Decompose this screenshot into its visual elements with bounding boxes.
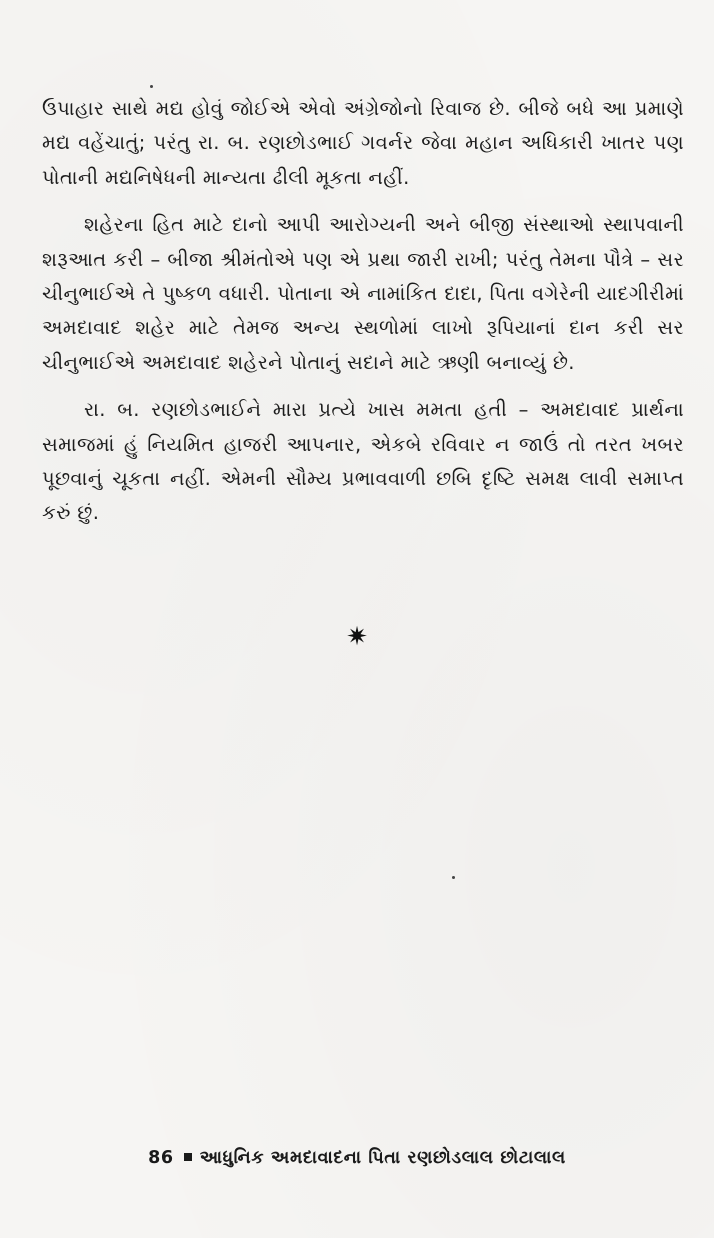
page-number: 86 <box>148 1148 174 1168</box>
body-text <box>42 92 684 544</box>
separator-square-icon <box>184 1153 192 1161</box>
running-title: આધુનિક અમદાવાદના પિતા રણછોડલાલ છોટાલાલ <box>199 1148 566 1168</box>
page-footer <box>0 1148 714 1168</box>
paragraph-3: રા. બ. રણછોડભાઈને મારા પ્રત્યે ખાસ મમતા હતી – અમદાવાદ પ્રાર્થના સમાજમાં હું નિયમિત હાજરી આપનાર, એકબે રવિવાર ન જાઉં તો તરત ખબર પૂછવાનું ચૂકતા નહીં. એમની સૌમ્ય પ્રભાવવાળી છબિ દૃષ્ટિ સમક્ષ લાવી સમાપ્ત કરું છું. <box>42 398 684 525</box>
speck <box>150 85 153 88</box>
paragraph-2: શહેરના હિત માટે દાનો આપી આરોગ્યની અને બીજી સંસ્થાઓ સ્થાપવાની શરૂઆત કરી – બીજા શ્રીમંતોએ પણ એ પ્રથા જારી રાખી; પરંતુ તેમના પૌત્રે – સર ચીનુભાઈએ તે પુષ્કળ વધારી. પોતાના એ નામાંકિત દાદા, પિતા વગેરેની યાદગીરીમાં અમદાવાદ શહેર માટે તેમજ અન્ય સ્થળોમાં લાખો રૂપિયાનાં દાન કરી સર ચીનુભાઈએ અમદાવાદ શહેરને પોતાનું સદાને માટે ઋણી બનાવ્યું છે. <box>42 213 684 374</box>
paragraph-1: ઉપાહાર સાથે મદ્ય હોવું જોઈએ એવો અંગ્રેજોનો રિવાજ છે. બીજે બધે આ પ્રમાણે મદ્ય વહેંચાતું; પરંતુ રા. બ. રણછોડભાઈ ગવર્નર જેવા મહાન અધિકારી ખાતર પણ પોતાની મદ્યનિષેધની માન્યતા ઢીલી મૂકતા નહીં. <box>42 97 684 189</box>
section-end-asterisk-icon: ✷ <box>346 622 368 652</box>
speck <box>452 876 455 879</box>
